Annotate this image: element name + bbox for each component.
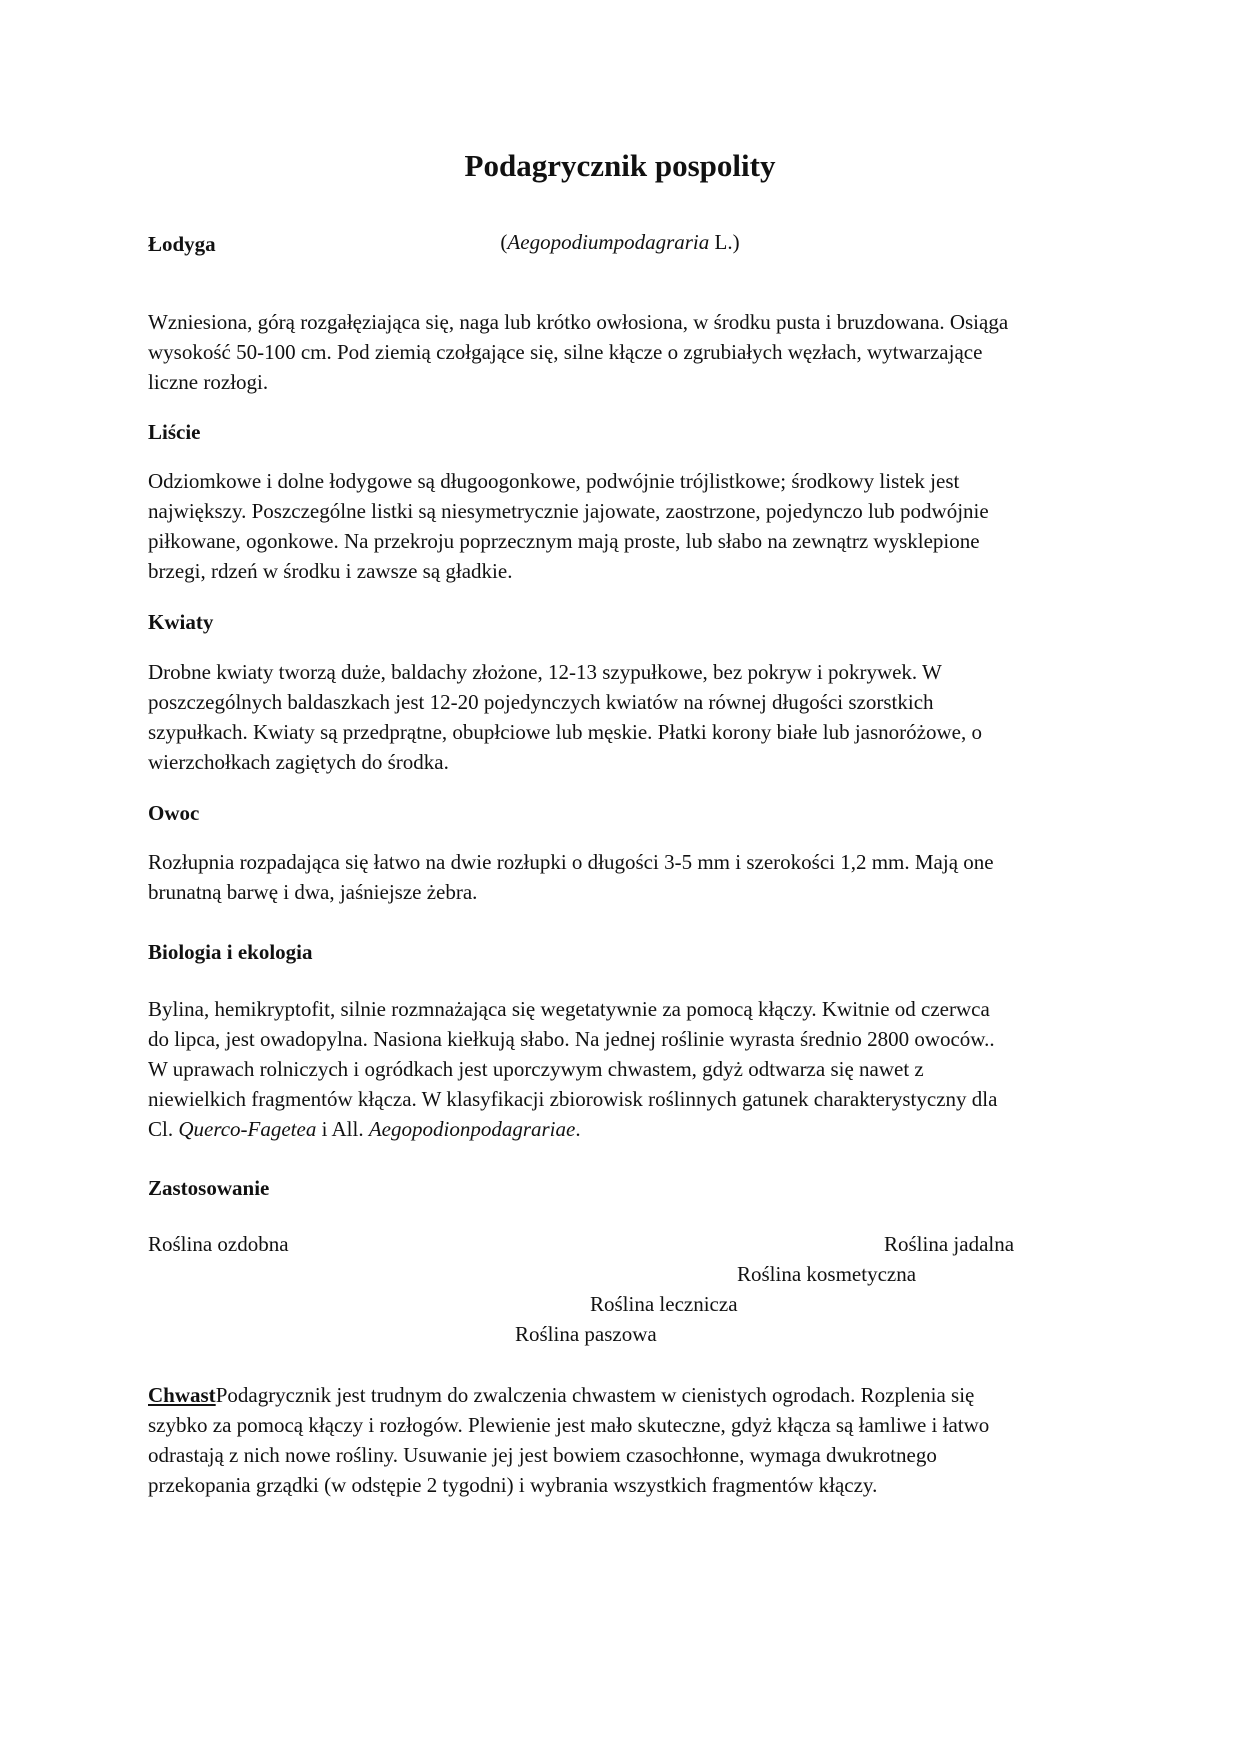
heading-biologia: Biologia i ekologia	[148, 940, 313, 964]
paragraph-line: poszczególnych baldaszkach jest 12-20 pojedynczych kwiatów na równej długości szorstkich	[148, 690, 934, 714]
text-fragment: Cl.	[148, 1117, 179, 1141]
document-title: Podagrycznik pospolity	[464, 148, 776, 183]
alliance-name: Aegopodionpodagrariae	[368, 1117, 576, 1141]
use-lecznicza: Roślina lecznicza	[590, 1292, 738, 1316]
paragraph-line: do lipca, jest owadopylna. Nasiona kiełkują słabo. Na jednej roślinie wyrasta średnio 2800 owoców..	[148, 1027, 995, 1051]
paragraph-line: szypułkach. Kwiaty są przedprątne, obupłciowe lub męskie. Płatki korony białe lub jasnoróżowe, o	[148, 720, 982, 744]
heading-owoc: Owoc	[148, 801, 200, 825]
paragraph-line: piłkowane, ogonkowe. Na przekroju poprzecznym mają proste, lub słabo na zewnątrz wysklepione	[148, 529, 980, 553]
paragraph-line: niewielkich fragmentów kłącza. W klasyfikacji zbiorowisk roślinnych gatunek charakterystyczny dla	[148, 1087, 998, 1111]
paragraph-line: wysokość 50-100 cm. Pod ziemią czołgające się, silne kłącze o zgrubiałych węzłach, wytwarzające	[148, 340, 983, 364]
paragraph-line: Rozłupnia rozpadająca się łatwo na dwie rozłupki o długości 3-5 mm i szerokości 1,2 mm. Mają one	[148, 850, 994, 874]
paragraph-line: brzegi, rdzeń w środku i zawsze są gładkie.	[148, 559, 513, 583]
heading-liscie: Liście	[148, 420, 201, 444]
paragraph-line: Bylina, hemikryptofit, silnie rozmnażająca się wegetatywnie za pomocą kłączy. Kwitnie od czerwca	[148, 997, 990, 1021]
use-kosmetyczna: Roślina kosmetyczna	[737, 1262, 917, 1286]
paragraph-chwast	[148, 1380, 1093, 1500]
paragraph-line: W uprawach rolniczych i ogródkach jest uporczywym chwastem, gdyż odtwarza się nawet z	[148, 1057, 924, 1081]
heading-zastosowanie: Zastosowanie	[148, 1176, 270, 1200]
text-fragment: Podagrycznik jest trudnym do zwalczenia chwastem w cienistych ogrodach. Rozplenia się	[215, 1383, 975, 1407]
paragraph-liscie	[148, 466, 1093, 586]
use-jadalna: Roślina jadalna	[884, 1232, 1015, 1256]
latin-open-paren: (	[500, 230, 508, 254]
paragraph-line: wierzchołkach zagiętych do środka.	[148, 750, 449, 774]
paragraph-line: największy. Poszczególne listki są niesymetrycznie jajowate, zaostrzone, pojedynczo lub podwójnie	[148, 499, 989, 523]
paragraph-line: Odziomkowe i dolne łodygowe są długoogonkowe, podwójnie trójlistkowe; środkowy listek jest	[148, 469, 960, 493]
heading-kwiaty: Kwiaty	[148, 610, 214, 634]
use-paszowa: Roślina paszowa	[515, 1322, 657, 1346]
paragraph-line: brunatną barwę i dwa, jaśniejsze żebra.	[148, 880, 478, 904]
heading-lodyga: Łodyga	[148, 232, 216, 256]
paragraph-line: Drobne kwiaty tworzą duże, baldachy złożone, 12-13 szypułkowe, bez pokryw i pokrywek. W	[148, 660, 942, 684]
paragraph-line-syntaxonomy	[148, 1114, 1093, 1144]
latin-author: L.)	[709, 230, 740, 254]
paragraph-line: szybko za pomocą kłączy i rozłogów. Plewienie jest mało skuteczne, gdyż kłącza są łamliwe i łatwo	[148, 1413, 990, 1437]
paragraph-line: przekopania grządki (w odstępie 2 tygodni) i wybrania wszystkich fragmentów kłączy.	[148, 1473, 878, 1497]
paragraph-line: Wzniesiona, górą rozgałęziająca się, naga lub krótko owłosiona, w środku pusta i bruzdowana. Osiąga	[148, 310, 1009, 334]
paragraph-kwiaty	[148, 657, 1093, 777]
use-ozdobna: Roślina ozdobna	[148, 1232, 289, 1256]
paragraph-line	[148, 1380, 1093, 1410]
paragraph-line: odrastają z nich nowe rośliny. Usuwanie jej jest bowiem czasochłonne, wymaga dwukrotnego	[148, 1443, 937, 1467]
paragraph-line: liczne rozłogi.	[148, 370, 269, 394]
paragraph-biologia	[148, 994, 1093, 1144]
paragraph-lodyga	[148, 307, 1093, 397]
text-fragment: i All.	[316, 1117, 369, 1141]
class-name: Querco-Fagetea	[178, 1117, 317, 1141]
chwast-label: Chwast	[148, 1383, 216, 1407]
latin-name: Aegopodiumpodagraria	[507, 230, 710, 254]
text-fragment: .	[575, 1117, 581, 1141]
paragraph-owoc	[148, 847, 1093, 907]
